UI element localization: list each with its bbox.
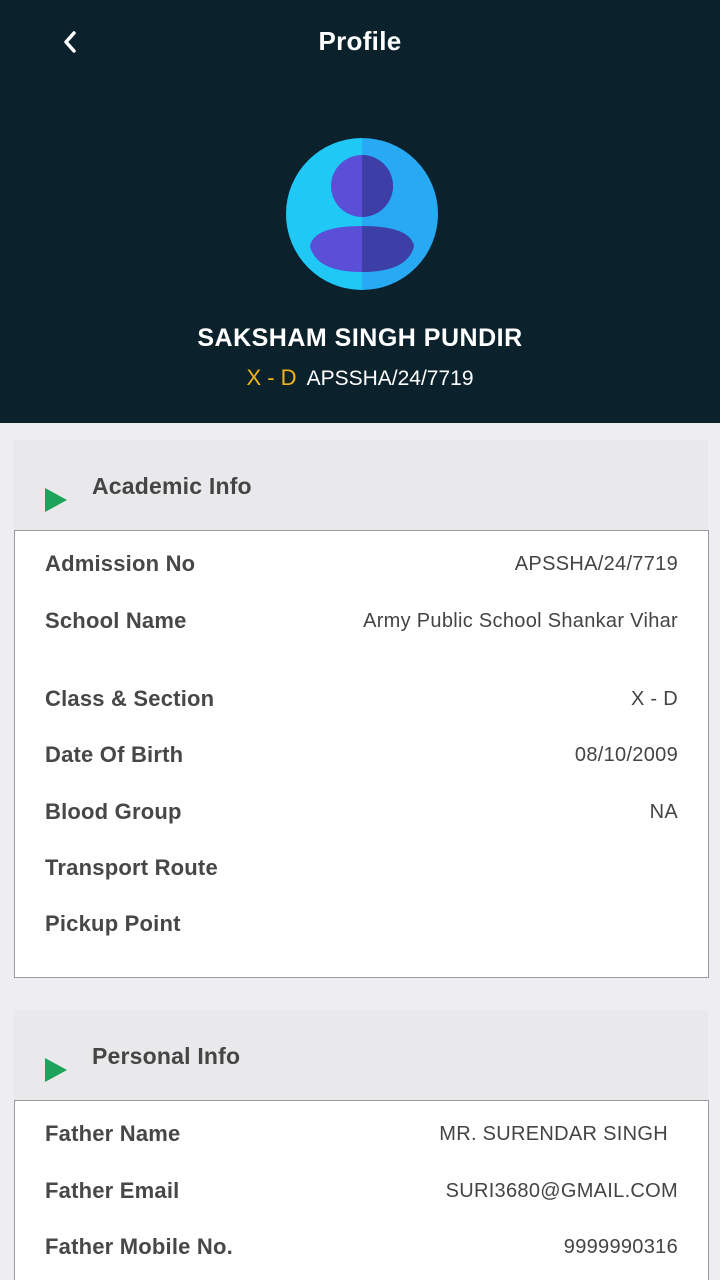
personal-info-card xyxy=(14,1100,709,1280)
info-value: NA xyxy=(649,801,678,823)
info-value: 08/10/2009 xyxy=(574,744,678,766)
info-value: Army Public School Shankar Vihar xyxy=(363,610,678,632)
student-subtitle xyxy=(0,365,720,391)
info-value: 9999990316 xyxy=(563,1236,678,1258)
play-arrow-icon xyxy=(45,488,67,512)
info-label: Class & Section xyxy=(45,686,215,711)
info-label: Blood Group xyxy=(45,799,182,824)
profile-header xyxy=(0,0,720,423)
academic-info-card xyxy=(14,530,709,978)
info-label: Father Name xyxy=(45,1121,181,1146)
info-value: MR. SURENDAR SINGH xyxy=(439,1123,668,1145)
info-label: School Name xyxy=(45,608,187,633)
info-label: Father Mobile No. xyxy=(45,1234,233,1259)
info-value: X - D xyxy=(630,688,678,710)
student-class-section: X - D xyxy=(246,365,297,390)
academic-info-title: Academic Info xyxy=(92,473,252,499)
student-admission-no: APSSHA/24/7719 xyxy=(306,367,474,390)
info-label: Pickup Point xyxy=(45,911,181,936)
academic-info-header[interactable] xyxy=(14,440,708,532)
personal-info-header[interactable] xyxy=(14,1010,708,1102)
info-label: Transport Route xyxy=(45,855,218,880)
info-value: SURI3680@GMAIL.COM xyxy=(445,1180,678,1202)
page-title: Profile xyxy=(318,26,402,56)
info-label: Date Of Birth xyxy=(45,742,184,767)
personal-info-title: Personal Info xyxy=(92,1043,241,1069)
user-avatar-icon xyxy=(286,138,438,290)
student-name: SAKSHAM SINGH PUNDIR xyxy=(197,324,523,352)
play-arrow-icon xyxy=(45,1058,67,1082)
info-label: Father Email xyxy=(45,1178,180,1203)
info-label: Admission No xyxy=(45,551,196,576)
info-value: APSSHA/24/7719 xyxy=(514,553,678,575)
